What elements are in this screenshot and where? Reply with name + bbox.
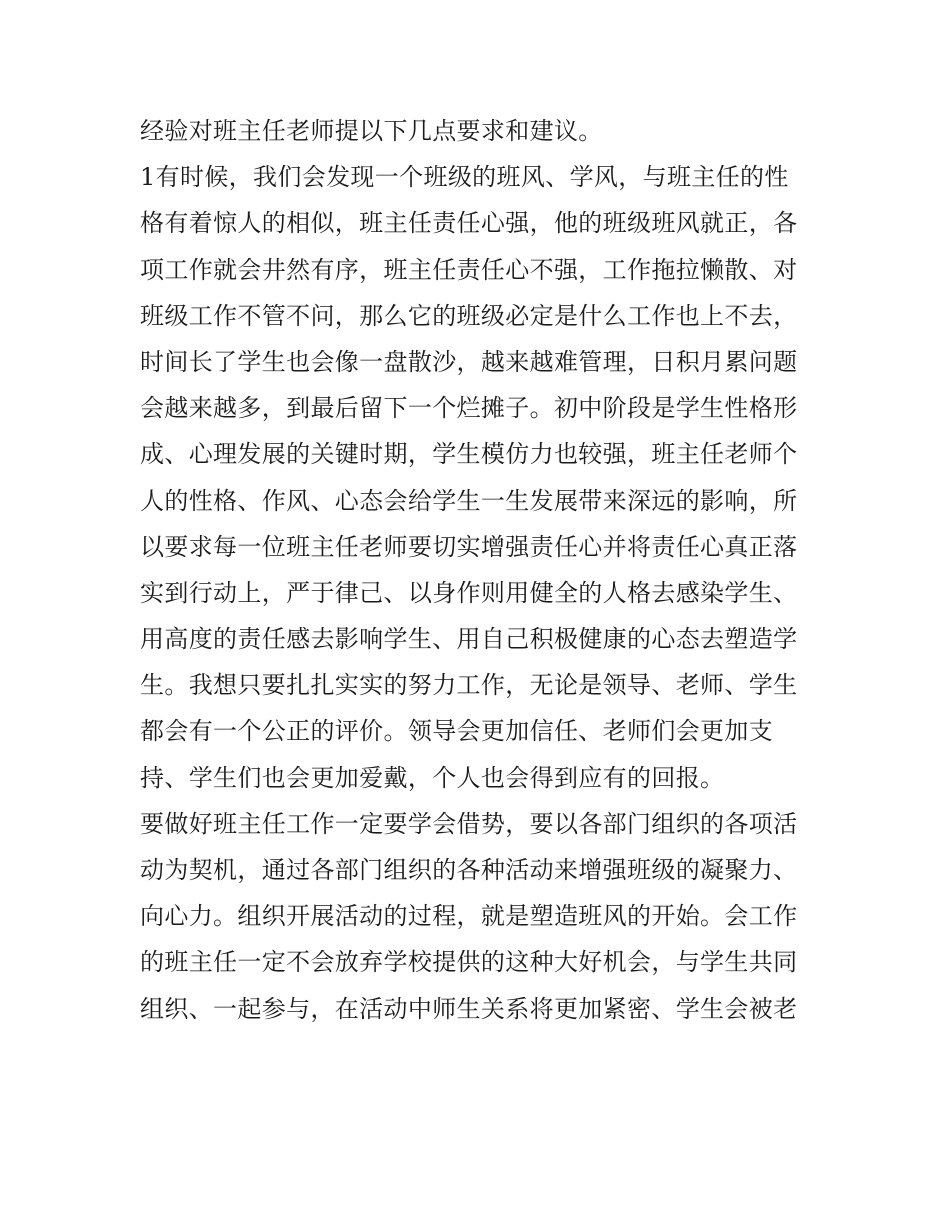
text-line-6: 时间长了学生也会像一盘散沙，越来越难管理，日积月累问题 <box>140 347 798 376</box>
text-line-9: 人的性格、作风、心态会给学生一生发展带来深远的影响，所 <box>140 486 798 515</box>
text-line-16: 要做好班主任工作一定要学会借势，要以各部门组织的各项活 <box>140 809 798 838</box>
text-line-7: 会越来越多，到最后留下一个烂摊子。初中阶段是学生性格形 <box>140 394 798 423</box>
text-line-13: 生。我想只要扎扎实实的努力工作，无论是领导、老师、学生 <box>140 671 798 700</box>
text-line-10: 以要求每一位班主任老师要切实增强责任心并将责任心真正落 <box>140 532 798 561</box>
text-line-12: 用高度的责任感去影响学生、用自己积极健康的心态去塑造学 <box>140 625 798 654</box>
body-text <box>140 108 820 1032</box>
text-line-3: 格有着惊人的相似，班主任责任心强，他的班级班风就正，各 <box>140 209 798 238</box>
text-line-19: 的班主任一定不会放弃学校提供的这种大好机会，与学生共同 <box>140 948 798 977</box>
text-line-2: 1有时候，我们会发现一个班级的班风、学风，与班主任的性 <box>140 163 789 192</box>
text-line-20: 组织、一起参与，在活动中师生关系将更加紧密、学生会被老 <box>140 994 798 1023</box>
text-line-8: 成、心理发展的关键时期，学生模仿力也较强，班主任老师个 <box>140 440 798 469</box>
text-line-18: 向心力。组织开展活动的过程，就是塑造班风的开始。会工作 <box>140 902 798 931</box>
text-line-5: 班级工作不管不问，那么它的班级必定是什么工作也上不去， <box>140 301 798 330</box>
text-line-17: 动为契机，通过各部门组织的各种活动来增强班级的凝聚力、 <box>140 856 798 884</box>
text-line-1: 经验对班主任老师提以下几点要求和建议。 <box>140 117 603 145</box>
text-line-4: 项工作就会井然有序，班主任责任心不强，工作拖拉懒散、对 <box>140 255 798 284</box>
text-line-11: 实到行动上，严于律己、以身作则用健全的人格去感染学生、 <box>140 578 798 607</box>
text-line-14: 都会有一个公正的评价。领导会更加信任、老师们会更加支 <box>140 717 774 746</box>
text-line-15: 持、学生们也会更加爱戴，个人也会得到应有的回报。 <box>140 763 725 792</box>
